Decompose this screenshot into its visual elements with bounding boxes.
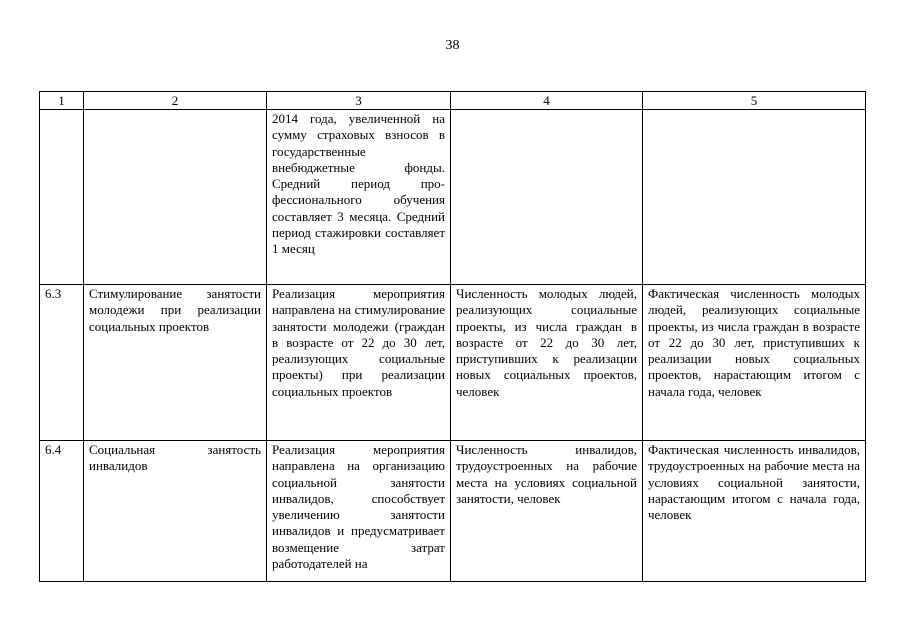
indicator-method <box>643 110 866 285</box>
measure-name: Социальная занятость инвалидов <box>84 441 267 582</box>
row-number <box>40 110 84 285</box>
measure-name <box>84 110 267 285</box>
table-row <box>40 441 866 582</box>
measure-description: Реализация мероприятия направлена на организацию социальной занятости инвалидов, способствует увеличению занятости инвалидов и предусматривает возмещение затрат работодателей на <box>267 441 451 582</box>
page-number: 38 <box>445 38 460 53</box>
row-number: 6.4 <box>40 441 84 582</box>
table-header-row <box>40 92 866 110</box>
indicator-name <box>451 110 643 285</box>
indicator-method: Фактическая численность инвалидов, трудоустроенных на рабочие места на условиях социальной занятости, нарастающим итогом с начала года, человек <box>643 441 866 582</box>
table-row <box>40 285 866 441</box>
indicator-method: Фактическая численность молодых людей, реализующих социальные проекты, из числа граждан в возрасте от 22 до 30 лет, приступивших к реализации новых социальных проектов, нарастающим итогом с начала года, человек <box>643 285 866 441</box>
indicator-name: Численность инвалидов, трудоустроенных на рабочие места на условиях социальной занятости, человек <box>451 441 643 582</box>
column-header: 4 <box>451 92 643 110</box>
indicator-name: Численность молодых людей, реализующих социальные проекты, из числа граждан в возрасте от 22 до 30 лет, приступивших к реализации новых социальных проектов, человек <box>451 285 643 441</box>
measure-name: Стимулирование занятости молодежи при реализации социальных проектов <box>84 285 267 441</box>
measure-description: 2014 года, увеличенной на сумму страховых взносов в государственные внебюджетные фонды. Средний период профессионального обучения составляет 3 месяца. Средний период стажировки составляет 1 месяц <box>267 110 451 285</box>
column-header: 1 <box>40 92 84 110</box>
measures-table <box>39 91 866 582</box>
column-header: 3 <box>267 92 451 110</box>
column-header: 5 <box>643 92 866 110</box>
measure-description: Реализация мероприятия направлена на стимулирование занятости молодежи (граждан в возрасте от 22 до 30 лет, реализующих социальные проекты) при реализации социальных проектов <box>267 285 451 441</box>
column-header: 2 <box>84 92 267 110</box>
table-row <box>40 110 866 285</box>
row-number: 6.3 <box>40 285 84 441</box>
